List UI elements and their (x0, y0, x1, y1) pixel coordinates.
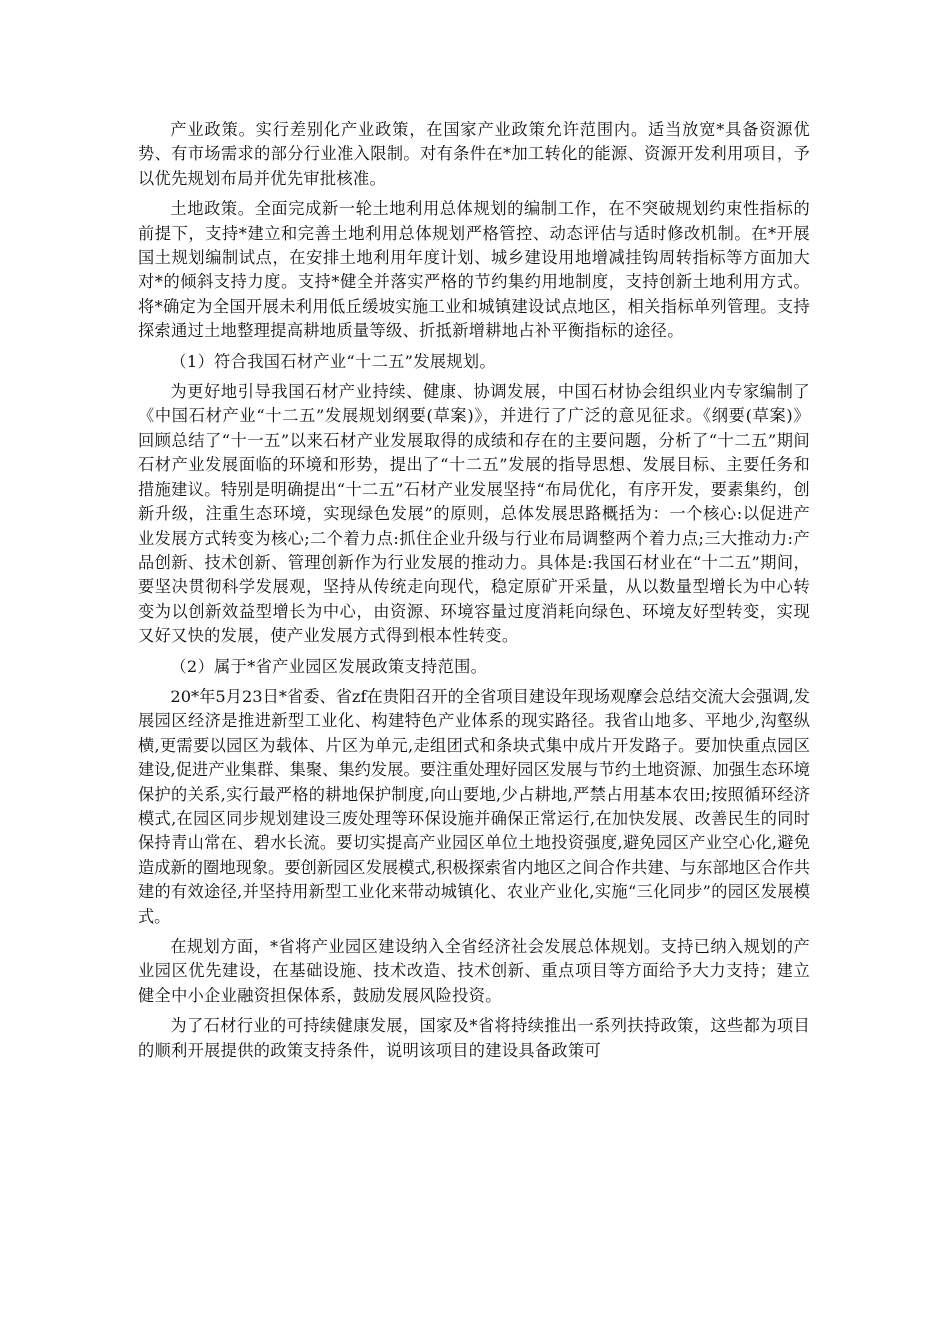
section-heading-1: （1）符合我国石材产业“十二五”发展规划。 (170, 351, 496, 371)
paragraph-industrial-park: 20*年5月23日*省委、省zf在贵阳召开的全省项目建设年现场观摩会总结交流大会强调,发展园区经济是推进新型工业化、构建特色产业体系的现实路径。我省山地多、平地少,沟壑纵横,更需要以园区为载体、片区为单元,走组团式和条块式集中成片开发路子。要加快重点园区建设,促进产业集群、集聚、集约发展。要注重处理好园区发展与节约土地资源、加强生态环境保护的关系,实行最严格的耕地保护制度,向山要地,少占耕地,严禁占用基本农田;按照循环经济模式,在园区同步规划建设三废处理等环保设施并确保正常运行,在加快发展、改善民生的同时保持青山常在、碧水长流。要切实提高产业园区单位土地投资强度,避免园区产业空心化,避免造成新的圈地现象。要创新园区发展模式,积极探索省内地区之间合作共建、与东部地区合作共建的有效途径,并坚持用新型工业化来带动城镇化、农业产业化,实施“三化同步”的园区发展模式。 (138, 686, 810, 926)
paragraph-stone-industry-plan: 为更好地引导我国石材产业持续、健康、协调发展，中国石材协会组织业内专家编制了《中国石材产业“十二五”发展规划纲要(草案)》，并进行了广泛的意见征求。《纲要(草案)》回顾总结了“十一五”以来石材产业发展取得的成绩和存在的主要问题，分析了“十二五”期间石材产业发展面临的环境和形势，提出了“十二五”发展的指导思想、发展目标、主要任务和措施建议。特别是明确提出“十二五”石材产业发展坚持“布局优化，有序开发，要素集约，创新升级，注重生态环境，实现绿色发展”的原则，总体发展思路概括为：一个核心:以促进产业发展方式转变为核心;二个着力点:抓住企业升级与行业布局调整两个着力点;三大推动力:产品创新、技术创新、管理创新作为行业发展的推动力。具体是:我国石材业在“十二五”期间，要坚决贯彻科学发展观，坚持从传统走向现代，稳定原矿开采量，从以数量型增长为中心转变为以创新效益型增长为中心，由资源、环境容量过度消耗向绿色、环境友好型转变，实现又好又快的发展，使产业发展方式得到根本性转变。 (138, 382, 810, 646)
paragraph-conclusion: 为了石材行业的可持续健康发展，国家及*省将持续推出一系列扶持政策，这些都为项目的顺利开展提供的政策支持条件，说明该项目的建设具备政策可 (138, 1016, 810, 1060)
paragraph-land-policy: 土地政策。全面完成新一轮土地利用总体规划的编制工作，在不突破规划约束性指标的前提下，支持*建立和完善土地利用总体规划严格管控、动态评估与适时修改机制。在*开展国土规划编制试点，在安排土地利用年度计划、城乡建设用地增减挂钩周转指标等方面加大对*的倾斜支持力度。支持*健全并落实严格的节约集约用地制度，支持创新土地利用方式。将*确定为全国开展未利用低丘缓坡实施工业和城镇建设试点地区，相关指标单列管理。支持探索通过土地整理提高耕地质量等级、折抵新增耕地占补平衡指标的途径。 (138, 199, 810, 341)
section-heading-2: （2）属于*省产业园区发展政策支持范围。 (170, 656, 488, 676)
paragraph-industry-policy: 产业政策。实行差别化产业政策，在国家产业政策允许范围内。适当放宽*具备资源优势、有市场需求的部分行业准入限制。对有条件在*加工转化的能源、资源开发利用项目，予以优先规划布局并优先审批核准。 (138, 120, 810, 188)
paragraph-planning: 在规划方面，*省将产业园区建设纳入全省经济社会发展总体规划。支持已纳入规划的产业园区优先建设，在基础设施、技术改造、技术创新、重点项目等方面给予大力支持；建立健全中小企业融资担保体系，鼓励发展风险投资。 (138, 937, 810, 1005)
document-page (138, 118, 810, 1069)
